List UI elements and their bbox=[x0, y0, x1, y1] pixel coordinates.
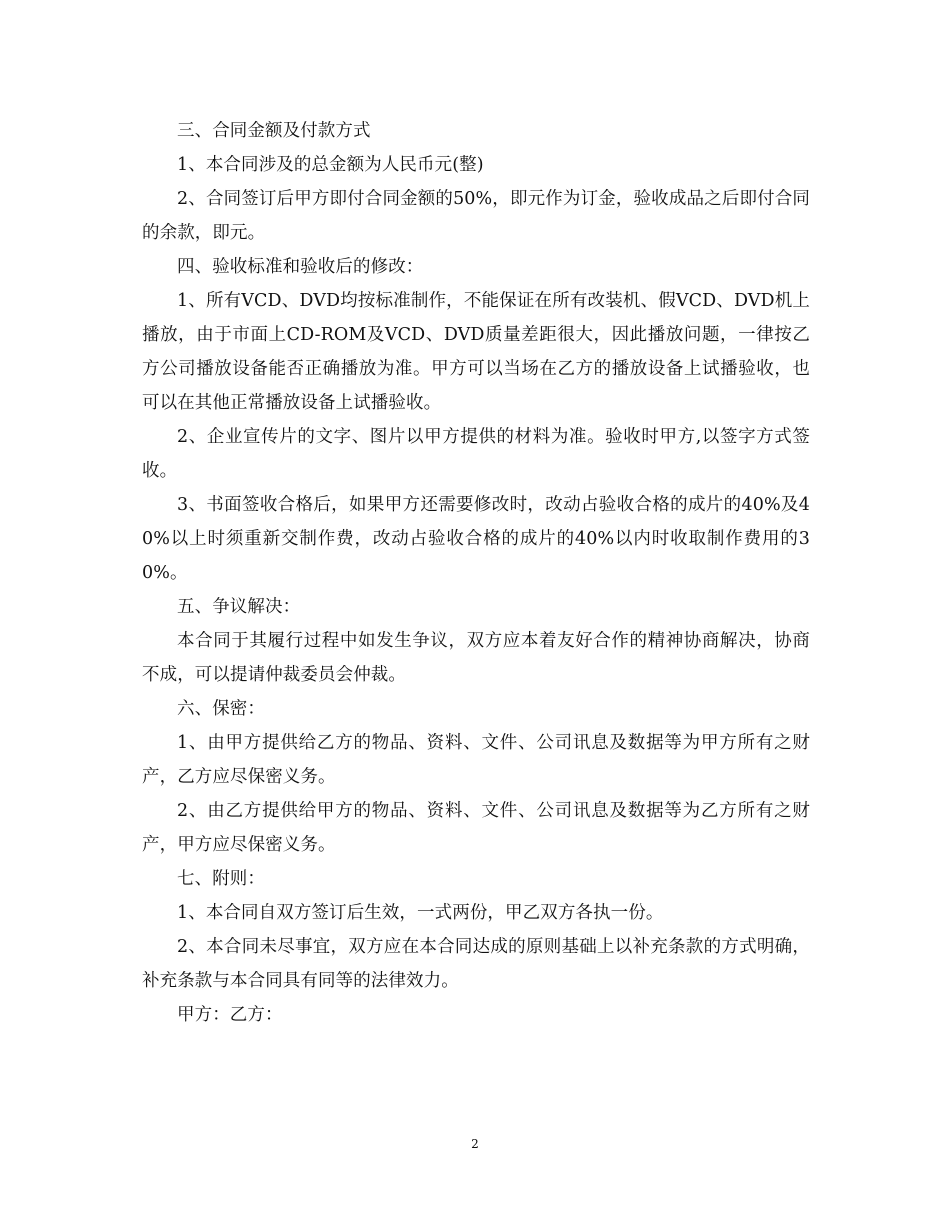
signature-line: 甲方：乙方： bbox=[177, 1005, 283, 1025]
section-heading-supplementary: 七、附则： bbox=[177, 869, 265, 889]
clause-paragraph: 1、所有VCD、DVD均按标准制作，不能保证在所有改装机、假VCD、DVD机上播放，由于市面上CD-ROM及VCD、DVD质量差距很大，因此播放问题，一律按乙方公司播放设备能否正确播放为准。甲方可以当场在乙方的播放设备上试播验收，也可以在其他正常播放设备上试播验收。 bbox=[142, 291, 810, 413]
section-heading-acceptance: 四、验收标准和验收后的修改： bbox=[177, 257, 424, 277]
clause-paragraph: 1、由甲方提供给乙方的物品、资料、文件、公司讯息及数据等为甲方所有之财产，乙方应尽保密义务。 bbox=[142, 733, 810, 787]
page-number: 2 bbox=[471, 1137, 479, 1151]
section-heading-payment: 三、合同金额及付款方式 bbox=[177, 121, 371, 141]
clause-paragraph: 3、书面签收合格后，如果甲方还需要修改时，改动占验收合格的成片的40%及40%以上时须重新交制作费，改动占验收合格的成片的40%以内时收取制作费用的30%。 bbox=[142, 495, 810, 583]
clause-paragraph: 2、本合同未尽事宜，双方应在本合同达成的原则基础上以补充条款的方式明确，补充条款与本合同具有同等的法律效力。 bbox=[142, 937, 810, 991]
clause-paragraph: 1、本合同自双方签订后生效，一式两份，甲乙双方各执一份。 bbox=[177, 903, 664, 923]
document-body bbox=[142, 114, 810, 1032]
section-heading-dispute: 五、争议解决： bbox=[177, 597, 301, 617]
clause-paragraph: 2、由乙方提供给甲方的物品、资料、文件、公司讯息及数据等为乙方所有之财产，甲方应尽保密义务。 bbox=[142, 801, 810, 855]
clause-paragraph: 2、企业宣传片的文字、图片以甲方提供的材料为准。验收时甲方,以签字方式签收。 bbox=[142, 427, 810, 481]
clause-paragraph: 2、合同签订后甲方即付合同金额的50%，即元作为订金，验收成品之后即付合同的余款，即元。 bbox=[142, 189, 810, 243]
clause-paragraph: 本合同于其履行过程中如发生争议，双方应本着友好合作的精神协商解决，协商不成，可以提请仲裁委员会仲裁。 bbox=[142, 631, 810, 685]
section-heading-confidentiality: 六、保密： bbox=[177, 699, 265, 719]
clause-paragraph: 1、本合同涉及的总金额为人民币元(整) bbox=[177, 155, 484, 175]
